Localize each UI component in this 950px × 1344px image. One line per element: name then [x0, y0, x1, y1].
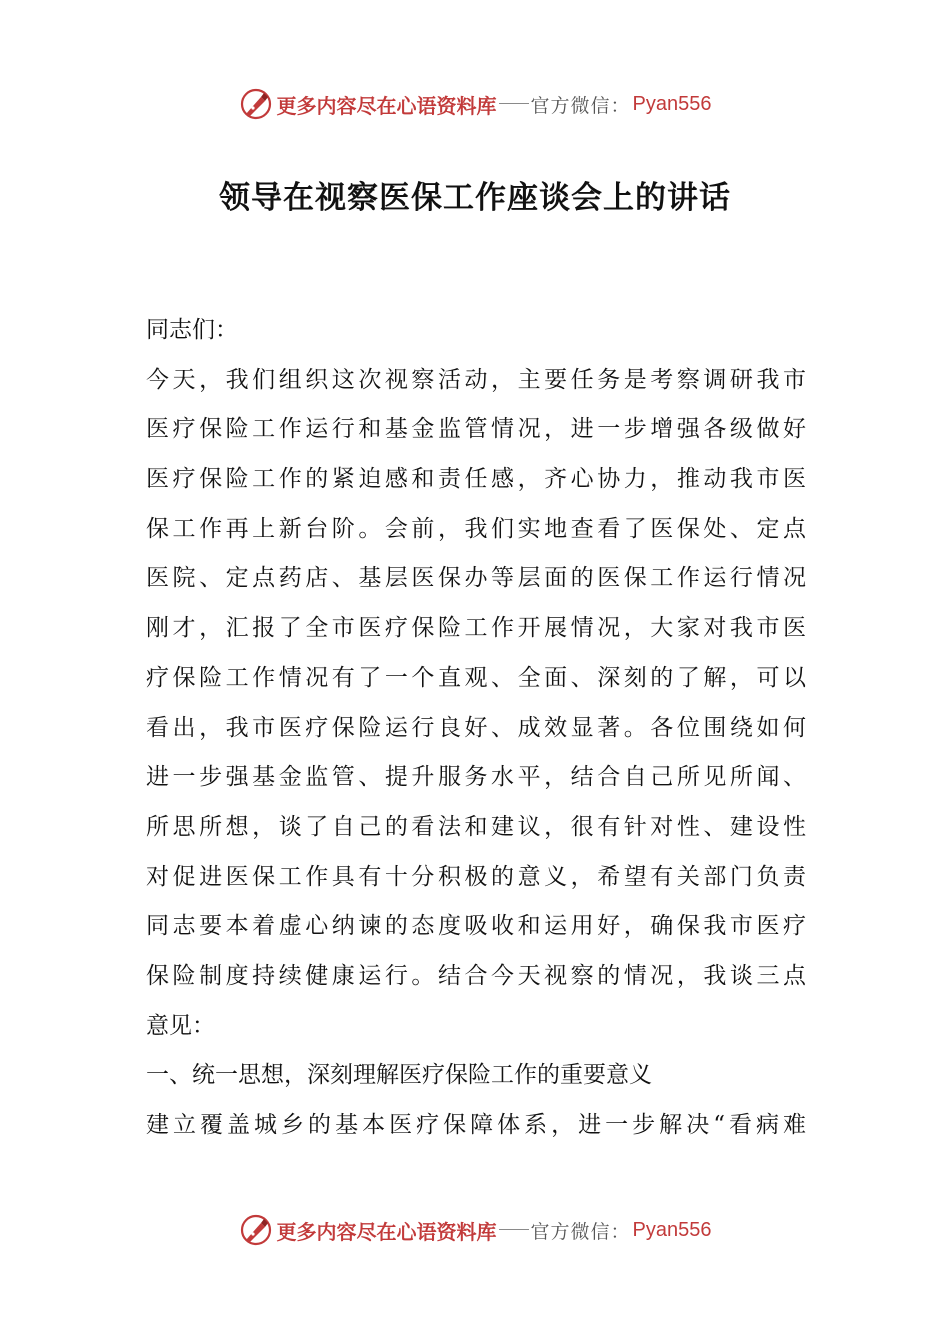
body-line: 保工作再上新台阶。会前，我们实地查看了医保处、定点	[146, 515, 806, 542]
body-line: 医院、定点药店、基层医保办等层面的医保工作运行情况	[146, 565, 806, 592]
body-line: 看出，我市医疗保险运行良好、成效显著。各位围绕如何	[146, 714, 806, 741]
body-line: 医疗保险工作运行和基金监管情况，进一步增强各级做好	[146, 416, 806, 443]
body-line: 建立覆盖城乡的基本医疗保障体系，进一步解决“看病难	[146, 1112, 806, 1138]
pen-nib-icon	[239, 1213, 273, 1247]
section-heading: 一、统一思想，深刻理解医疗保险工作的重要意义	[146, 1062, 652, 1089]
body-line: 疗保险工作情况有了一个直观、全面、深刻的了解，可以	[146, 664, 806, 691]
body-line: 保险制度持续健康运行。结合今天视察的情况，我谈三点	[146, 962, 806, 989]
body-line: 对促进医保工作具有十分积极的意义，希望有关部门负责	[146, 863, 806, 890]
body-line: 进一步强基金监管、提升服务水平，结合自己所见所闻、	[146, 764, 806, 791]
watermark-wechat-id: Pyan556	[632, 1218, 712, 1241]
salutation-line: 同志们：	[146, 317, 238, 343]
watermark-brand: 更多内容尽在心语资料库	[276, 93, 497, 118]
body-line: 意见：	[146, 1012, 215, 1039]
footer-watermark	[0, 1210, 950, 1250]
body-line: 刚才，汇报了全市医疗保险工作开展情况，大家对我市医	[146, 615, 806, 642]
watermark-official-label: 官方微信：	[530, 1220, 631, 1243]
body-line: 所思所想，谈了自己的看法和建议，很有针对性、建设性	[146, 813, 806, 840]
watermark-dash	[499, 1229, 529, 1230]
header-watermark	[0, 84, 950, 124]
body-line: 医疗保险工作的紧迫感和责任感，齐心协力，推动我市医	[146, 466, 806, 493]
watermark-dash	[499, 103, 529, 104]
body-line: 今天，我们组织这次视察活动，主要任务是考察调研我市	[146, 366, 806, 393]
watermark-brand: 更多内容尽在心语资料库	[276, 1219, 497, 1244]
watermark-official-label: 官方微信：	[530, 94, 631, 117]
document-body	[146, 306, 806, 1151]
document-title: 领导在视察医保工作座谈会上的讲话	[219, 180, 731, 216]
body-line: 同志要本着虚心纳谏的态度吸收和运用好，确保我市医疗	[146, 913, 806, 940]
watermark-wechat-id: Pyan556	[632, 92, 712, 115]
pen-nib-icon	[239, 87, 273, 121]
